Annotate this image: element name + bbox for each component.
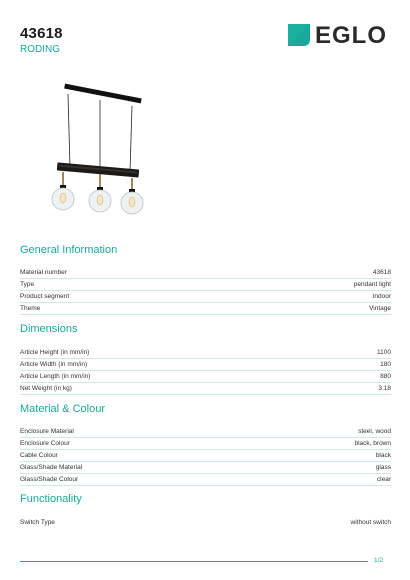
table-row: Product segment Indoor [20, 291, 391, 303]
logo-mark-icon [288, 24, 310, 46]
table-row: Material number 43618 [20, 267, 391, 279]
functionality-table [20, 517, 391, 528]
table-row: Article Height (in mm/in) 1100 [20, 347, 391, 359]
section-title-dimensions: Dimensions [20, 323, 78, 335]
dimensions-table [20, 347, 391, 395]
brand-logo [288, 24, 398, 50]
footer-divider [20, 561, 368, 562]
logo-text: EGLO [315, 22, 388, 49]
section-title-functionality: Functionality [20, 493, 82, 505]
table-row: Theme Vintage [20, 303, 391, 315]
table-row: Enclosure Colour black, brown [20, 438, 391, 450]
table-row: Glass/Shade Material glass [20, 462, 391, 474]
section-title-material: Material & Colour [20, 403, 105, 415]
article-number: 43618 [20, 25, 63, 42]
table-row: Article Width (in mm/in) 180 [20, 359, 391, 371]
table-row: Article Length (in mm/in) 880 [20, 371, 391, 383]
product-name: RODING [20, 44, 60, 55]
page-number: 1/2 [374, 557, 384, 564]
product-image [40, 82, 160, 222]
table-row: Net Weight (in kg) 3.18 [20, 383, 391, 395]
table-row: Enclosure Material steel, wood [20, 426, 391, 438]
table-row: Switch Type without switch [20, 519, 391, 526]
material-table [20, 426, 391, 486]
table-row: Glass/Shade Colour clear [20, 474, 391, 486]
table-row: Type pendant light [20, 279, 391, 291]
table-row: Cable Colour black [20, 450, 391, 462]
section-title-general: General Information [20, 244, 118, 256]
general-table [20, 267, 391, 315]
